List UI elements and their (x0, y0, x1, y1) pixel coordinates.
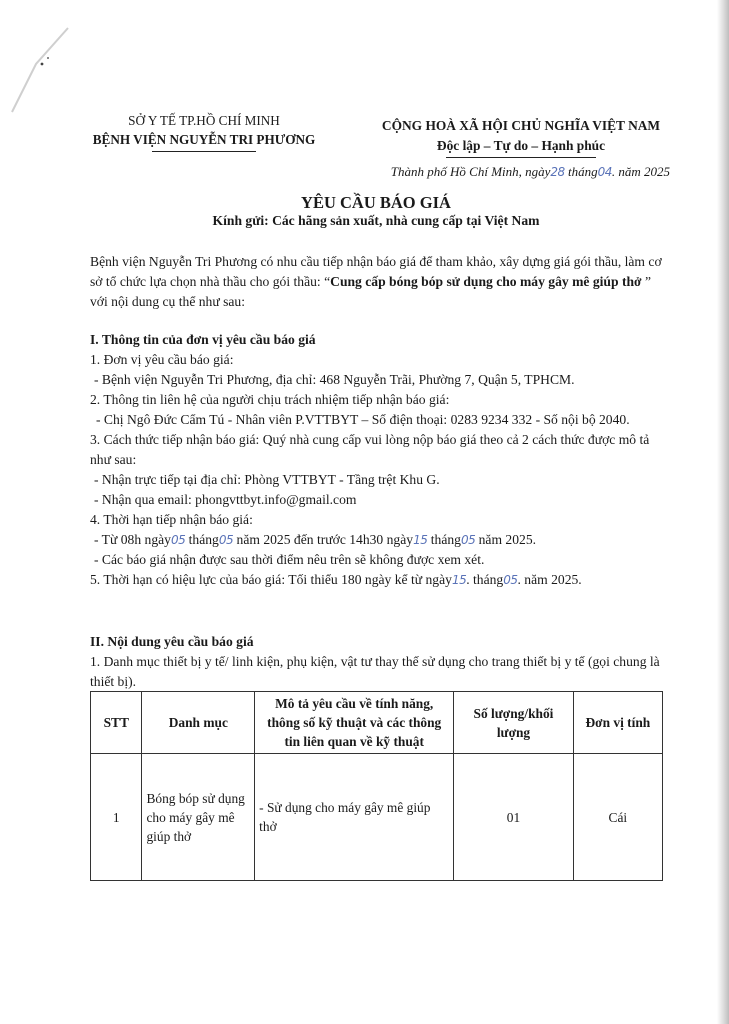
handwritten-start-month: 05 (218, 533, 234, 547)
national-motto-underline (446, 157, 596, 158)
hospital-name-underline (152, 151, 256, 152)
equipment-table (90, 691, 663, 881)
s1-item-4-detail-2: - Các báo giá nhận được sau thời điểm nêu trên sẽ không được xem xét. (94, 552, 485, 567)
col-header-stt: STT (91, 692, 142, 754)
document-title: YÊU CẦU BÁO GIÁ (301, 193, 451, 212)
handwritten-validity-month: 05 (503, 573, 518, 587)
section-request-content (90, 632, 662, 692)
dateline: Thành phố Hồ Chí Minh, ngày28 tháng04. năm 2025 (390, 164, 670, 179)
s1-item-1: 1. Đơn vị yêu cầu báo giá: (90, 352, 234, 367)
section-2-heading: II. Nội dung yêu cầu báo giá (90, 634, 254, 649)
section-requester-info (90, 330, 662, 590)
handwritten-day: 28 (550, 165, 565, 179)
cell-description: - Sử dụng cho máy gây mê giúp thở (255, 754, 454, 881)
national-title: CỘNG HOÀ XÃ HỘI CHỦ NGHĨA VIỆT NAM (381, 118, 661, 133)
col-header-unit: Đơn vị tính (573, 692, 662, 754)
issuer-header (84, 111, 324, 152)
scan-artifact-mark (8, 24, 78, 114)
s1-item-3: 3. Cách thức tiếp nhận báo giá: Quý nhà cung cấp vui lòng nộp báo giá theo cả 2 cách thức được mô tả như sau: (90, 432, 650, 467)
table-header-row (91, 692, 663, 754)
intro-paragraph: Bệnh viện Nguyễn Tri Phương có nhu cầu tiếp nhận báo giá để tham khảo, xây dựng giá gói thầu, làm cơ sở tổ chức lựa chọn nhà thầu cho gói thầu: “Cung cấp bóng bóp sử dụng cho máy gây mê giúp thở ” với nội dung cụ thể như sau: (90, 254, 662, 309)
s1-item-3-detail-2: - Nhận qua email: phongvttbyt.info@gmail.com (94, 492, 357, 507)
col-header-item: Danh mục (142, 692, 255, 754)
handwritten-end-day: 15 (413, 533, 428, 547)
department-name: SỞ Y TẾ TP.HỒ CHÍ MINH (128, 113, 280, 128)
section-1-heading: I. Thông tin của đơn vị yêu cầu báo giá (90, 332, 316, 347)
handwritten-end-month: 05 (460, 533, 476, 547)
s1-item-1-detail: - Bệnh viện Nguyễn Tri Phương, địa chỉ: 468 Nguyễn Trãi, Phường 7, Quận 5, TPHCM. (94, 372, 575, 387)
scanned-page-edge (717, 0, 729, 1024)
cell-unit: Cái (573, 754, 662, 881)
cell-quantity: 01 (454, 754, 573, 881)
document-recipient: Kính gửi: Các hãng sản xuất, nhà cung cấp tại Việt Nam (212, 213, 540, 228)
s1-item-4-detail-1: - Từ 08h ngày05 tháng05 năm 2025 đến trước 14h30 ngày15 tháng05 năm 2025. (94, 532, 537, 547)
cell-item-name: Bóng bóp sử dụng cho máy gây mê giúp thở (142, 754, 255, 881)
handwritten-start-day: 05 (170, 533, 186, 547)
s1-item-3-detail-1: - Nhận trực tiếp tại địa chỉ: Phòng VTTBYT - Tầng trệt Khu G. (94, 472, 440, 487)
handwritten-validity-day: 15 (451, 573, 467, 587)
hospital-name: BỆNH VIỆN NGUYỄN TRI PHƯƠNG (92, 132, 316, 147)
package-name: Cung cấp bóng bóp sử dụng cho máy gây mê giúp thở (330, 274, 642, 289)
s1-item-4: 4. Thời hạn tiếp nhận báo giá: (90, 512, 253, 527)
col-header-quantity: Số lượng/khối lượng (454, 692, 573, 754)
s1-item-2: 2. Thông tin liên hệ của người chịu trách nhiệm tiếp nhận báo giá: (90, 392, 450, 407)
s1-item-5: 5. Thời hạn có hiệu lực của báo giá: Tối thiểu 180 ngày kể từ ngày15. tháng05. năm 2025. (90, 572, 582, 587)
s2-item-1: 1. Danh mục thiết bị y tế/ linh kiện, phụ kiện, vật tư thay thế sử dụng cho trang thiết bị y tế (gọi chung là thiết bị). (90, 654, 660, 689)
cell-stt: 1 (91, 754, 142, 881)
handwritten-month: 04 (597, 165, 612, 179)
table-row (91, 754, 663, 881)
col-header-description: Mô tả yêu cầu về tính năng, thông số kỹ thuật và các thông tin liên quan về kỹ thuật (255, 692, 454, 754)
s1-item-2-detail: - Chị Ngô Đức Cẩm Tú - Nhân viên P.VTTBYT – Số điện thoại: 0283 9234 332 - Số nội bộ 2040. (96, 412, 630, 427)
national-header (356, 116, 686, 158)
national-motto: Độc lập – Tự do – Hạnh phúc (436, 138, 606, 153)
